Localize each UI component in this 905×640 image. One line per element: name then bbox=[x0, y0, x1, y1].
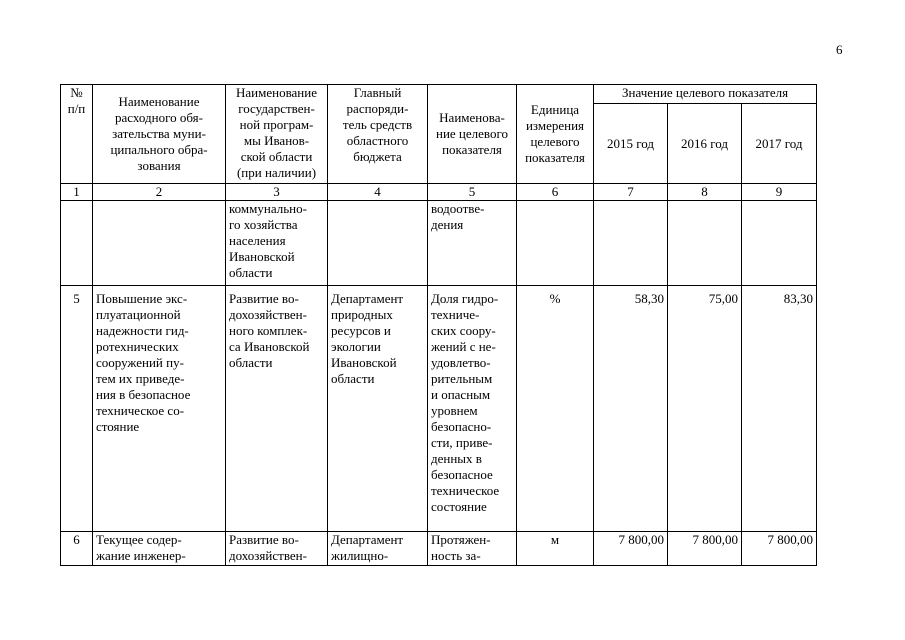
header-year-2016: 2016 год bbox=[668, 104, 742, 184]
header-unit: Единица измерения целевого показателя bbox=[517, 85, 594, 184]
header-target-value-group: Значение целевого показателя bbox=[594, 85, 817, 104]
header-year-2017: 2017 год bbox=[742, 104, 817, 184]
header-num: № п/п bbox=[61, 85, 93, 184]
row-num: 6 bbox=[61, 532, 93, 566]
column-number: 6 bbox=[517, 184, 594, 201]
column-number: 4 bbox=[328, 184, 428, 201]
row-unit: м bbox=[517, 532, 594, 566]
row-num: 5 bbox=[61, 286, 93, 532]
row-unit: % bbox=[517, 286, 594, 532]
header-indicator: Наименова- ние целевого показателя bbox=[428, 85, 517, 184]
column-number: 9 bbox=[742, 184, 817, 201]
row-obligation: Повышение экс- плуатационной надежности гид- ротехнических сооружений пу- тем их приведе- ния в безопасное техническое со- стояние bbox=[93, 286, 226, 532]
row-program: Развитие во- дохозяйствен- ного комплек- са Ивановской области bbox=[226, 286, 328, 532]
column-number: 1 bbox=[61, 184, 93, 201]
row-value-2016: 7 800,00 bbox=[668, 532, 742, 566]
header-administrator: Главный распоряди- тель средств областного бюджета bbox=[328, 85, 428, 184]
row-program: Развитие во- дохозяйствен- bbox=[226, 532, 328, 566]
row-value-2017: 7 800,00 bbox=[742, 532, 817, 566]
row-value-2016 bbox=[668, 201, 742, 286]
column-number: 3 bbox=[226, 184, 328, 201]
page-number: 6 bbox=[836, 42, 843, 57]
row-obligation: Текущее содер- жание инженер- bbox=[93, 532, 226, 566]
row-administrator bbox=[328, 201, 428, 286]
row-value-2015: 7 800,00 bbox=[594, 532, 668, 566]
row-value-2017: 83,30 bbox=[742, 286, 817, 532]
column-number: 7 bbox=[594, 184, 668, 201]
table-row bbox=[61, 532, 817, 566]
row-value-2016: 75,00 bbox=[668, 286, 742, 532]
row-obligation bbox=[93, 201, 226, 286]
row-value-2015 bbox=[594, 201, 668, 286]
header-row-1 bbox=[61, 85, 817, 104]
header-year-2015: 2015 год bbox=[594, 104, 668, 184]
row-unit bbox=[517, 201, 594, 286]
table-row bbox=[61, 286, 817, 532]
row-indicator: Протяжен- ность за- bbox=[428, 532, 517, 566]
row-indicator: Доля гидро- техниче- ских соору- жений с не- удовлетво- рительным и опасным уровнем безопасно- сти, приве- денных в безопасное техническое состояние bbox=[428, 286, 517, 532]
header-program: Наименование государствен- ной програм- мы Иванов- ской области (при наличии) bbox=[226, 85, 328, 184]
row-indicator: водоотве- дения bbox=[428, 201, 517, 286]
row-num bbox=[61, 201, 93, 286]
column-number: 5 bbox=[428, 184, 517, 201]
row-value-2017 bbox=[742, 201, 817, 286]
column-number-row bbox=[61, 184, 817, 201]
row-administrator: Департамент природных ресурсов и экологии Ивановской области bbox=[328, 286, 428, 532]
header-obligation: Наименование расходного обя- зательства муни- ципального обра- зования bbox=[93, 85, 226, 184]
column-number: 2 bbox=[93, 184, 226, 201]
column-number: 8 bbox=[668, 184, 742, 201]
row-value-2015: 58,30 bbox=[594, 286, 668, 532]
table-row bbox=[61, 201, 817, 286]
target-indicators-table bbox=[60, 84, 817, 566]
row-program: коммунально- го хозяйства населения Ивановской области bbox=[226, 201, 328, 286]
row-administrator: Департамент жилищно- bbox=[328, 532, 428, 566]
